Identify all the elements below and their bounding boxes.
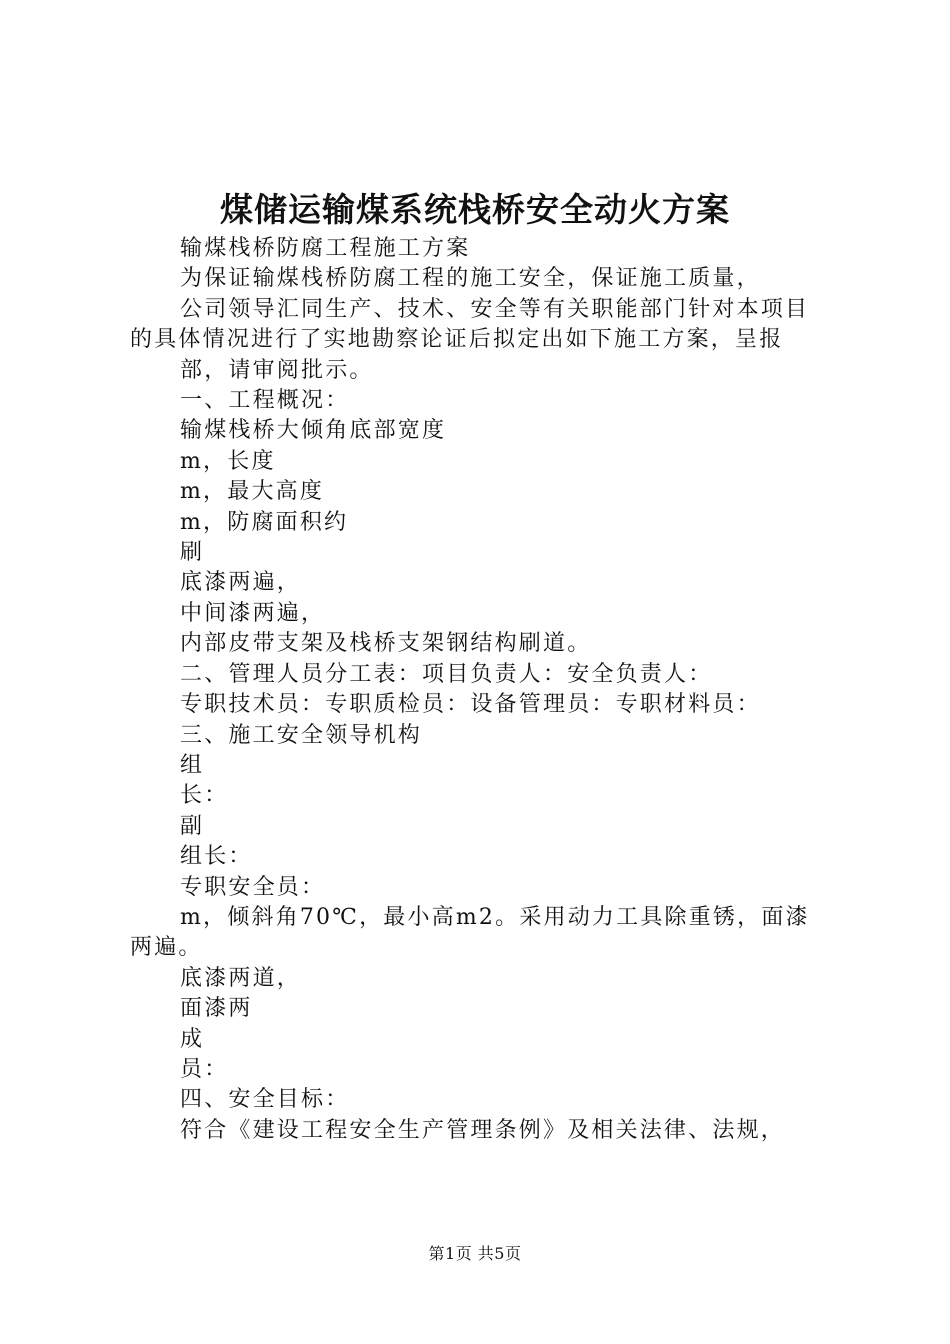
paragraph: 长： [180, 783, 229, 809]
paragraph: 输煤栈桥防腐工程施工方案 [180, 236, 471, 261]
paragraph: m，长度 [180, 448, 276, 474]
paragraph: 员： [180, 1056, 229, 1082]
paragraph: m，防腐面积约 [180, 509, 349, 535]
section-heading: 三、施工安全领导机构 [180, 722, 423, 748]
paragraph: 组 [180, 752, 205, 778]
paragraph: m，最大高度 [180, 479, 325, 505]
section-heading: 一、工程概况： [180, 388, 350, 414]
paragraph: 为保证输煤栈桥防腐工程的施工安全，保证施工质量， [180, 266, 761, 292]
page-footer: 第1页 共5页 [428, 1244, 522, 1263]
paragraph: 公司领导汇同生产、技术、安全等有关职能部门针对本项目的具体情况进行了实地勘察论证后拟定出如下施工方案，呈报 [130, 296, 810, 353]
paragraph: 专职技术员：专职质检员：设备管理员：专职材料员： [180, 692, 761, 718]
paragraph: 底漆两道， [180, 965, 302, 991]
paragraph: 面漆两 [180, 996, 253, 1022]
paragraph: m，倾斜角70℃，最小高m2。采用动力工具除重锈，面漆两遍。 [130, 904, 810, 961]
paragraph: 成 [180, 1026, 205, 1052]
paragraph: 底漆两遍， [180, 570, 302, 596]
paragraph: 组长： [180, 844, 253, 870]
paragraph: 部，请审阅批示。 [180, 357, 374, 383]
paragraph: 符合《建设工程安全生产管理条例》及相关法律、法规， [180, 1117, 786, 1143]
section-heading: 二、管理人员分工表：项目负责人：安全负责人： [180, 661, 713, 687]
paragraph: 刷 [180, 540, 205, 566]
paragraph: 输煤栈桥大倾角底部宽度 [180, 418, 447, 444]
paragraph: 中间漆两遍， [180, 600, 326, 626]
document-body [130, 234, 830, 1146]
paragraph: 专职安全员： [180, 874, 326, 900]
section-heading: 四、安全目标： [180, 1087, 350, 1113]
document-title: 煤储运输煤系统栈桥安全动火方案 [220, 190, 730, 229]
paragraph: 内部皮带支架及栈桥支架钢结构刷道。 [180, 631, 592, 657]
paragraph: 副 [180, 813, 205, 839]
